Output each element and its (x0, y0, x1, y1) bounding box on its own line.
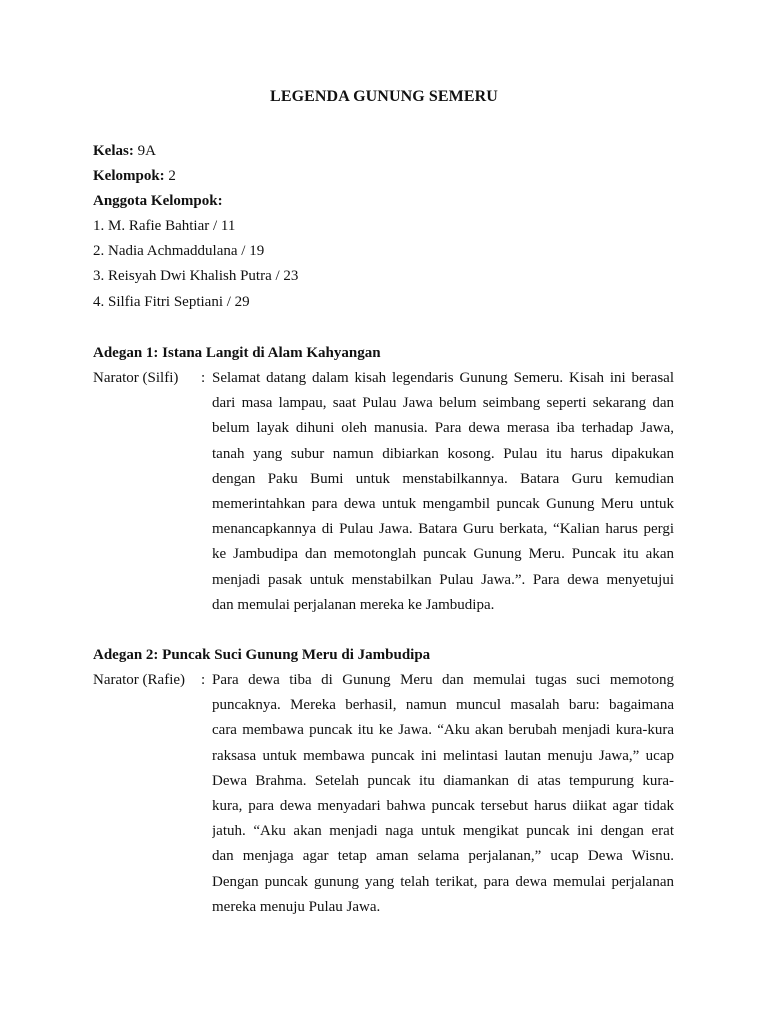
kelompok-line (93, 166, 176, 186)
narration-line: Dewa Brahma. Setelah puncak itu diamankan di atas tempurung kura- (212, 772, 674, 789)
narration-line: ke Jambudipa dan memotonglah puncak Gunung Meru. Puncak itu akan (212, 546, 674, 563)
narration-line: dengan Paku Bumi untuk menstabilkannya. Batara Guru kemudian (212, 470, 674, 487)
narration-line: dari masa lampau, saat Pulau Jawa belum seimbang seperti sekarang dan (212, 395, 674, 412)
kelas-value: 9A (133, 143, 156, 159)
narration-paragraph (212, 368, 674, 620)
narration-line: kura, para dewa menyadari bahwa puncak tersebut harus diikat agar tidak (212, 797, 674, 814)
anggota-label: Anggota Kelompok: (93, 193, 223, 209)
narration-line: menjadi pasak untuk menstabilkan Pulau Jawa.”. Para dewa menyetujui (212, 571, 674, 588)
kelompok-value: 2 (164, 168, 176, 184)
member-item: 4. Silfia Fitri Septiani / 29 (93, 294, 250, 310)
narration-line: Para dewa tiba di Gunung Meru dan memulai tugas suci memotong (212, 672, 674, 688)
scene-heading: Adegan 2: Puncak Suci Gunung Meru di Jambudipa (93, 647, 431, 663)
kelompok-label: Kelompok: (93, 168, 165, 184)
narration-line: cara membawa puncak itu ke Jawa. “Aku akan berubah menjadi kura-kura (212, 722, 674, 739)
narration-line: menancapkannya di Pulau Jawa. Batara Guru berkata, “Kalian harus pergi (212, 521, 674, 538)
scene-heading: Adegan 1: Istana Langit di Alam Kahyangan (93, 345, 381, 361)
member-item: 2. Nadia Achmaddulana / 19 (93, 243, 265, 259)
narration-paragraph (212, 670, 674, 922)
narration-line: puncaknya. Mereka berhasil, namun muncul masalah baru: bagaimana (212, 697, 674, 714)
narration-line: dan memulai perjalanan mereka ke Jambudipa. (212, 596, 495, 613)
speaker-colon: : (201, 370, 206, 386)
narration-line: memerintahkan para dewa untuk mengambil puncak Gunung Meru untuk (212, 495, 674, 512)
member-item: 3. Reisyah Dwi Khalish Putra / 23 (93, 268, 299, 284)
document-title: LEGENDA GUNUNG SEMERU (270, 88, 498, 105)
narration-line: raksasa untuk membawa puncak ini melintasi lautan menuju Jawa,” ucap (212, 747, 674, 764)
narration-line: Selamat datang dalam kisah legendaris Gunung Semeru. Kisah ini berasal (212, 370, 674, 386)
speaker-colon: : (201, 672, 206, 688)
narration-line: tanah yang subur namun dibiarkan kosong. Pulau itu harus dipakukan (212, 445, 674, 462)
narration-line: belum layak dihuni oleh manusia. Para dewa merasa iba terhadap Jawa, (212, 420, 674, 437)
narration-line: dan menjaga agar tetap aman selama perjalanan,” ucap Dewa Wisnu. (212, 848, 674, 865)
kelas-line (93, 141, 156, 161)
member-item: 1. M. Rafie Bahtiar / 11 (93, 218, 236, 234)
speaker-label: Narator (Silfi) (93, 370, 179, 386)
narration-line: mereka menuju Pulau Jawa. (212, 898, 381, 915)
speaker-label: Narator (Rafie) (93, 672, 186, 688)
kelas-label: Kelas: (93, 143, 134, 159)
narration-line: jatuh. “Aku akan menjadi naga untuk mengikat puncak ini dengan erat (212, 823, 674, 840)
narration-line: Dengan puncak gunung yang telah terikat, para dewa memulai perjalanan (212, 873, 674, 890)
